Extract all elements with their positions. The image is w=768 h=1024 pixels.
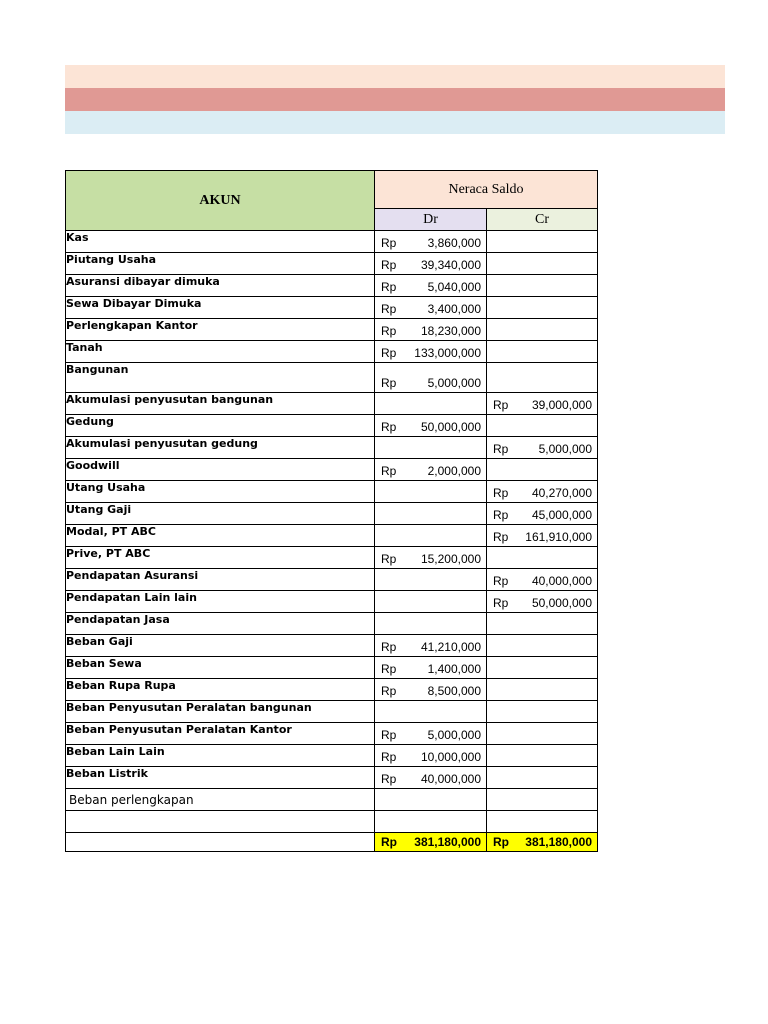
account-name-cell[interactable]: Sewa Dibayar Dimuka bbox=[66, 297, 375, 319]
table-row bbox=[66, 481, 598, 503]
credit-cell[interactable] bbox=[487, 363, 598, 393]
credit-cell[interactable] bbox=[487, 811, 598, 833]
account-name-cell[interactable]: Beban perlengkapan bbox=[66, 789, 375, 811]
account-name-cell[interactable]: Beban Listrik bbox=[66, 767, 375, 789]
currency-symbol: Rp bbox=[381, 640, 397, 654]
account-name-cell[interactable]: Prive, PT ABC bbox=[66, 547, 375, 569]
currency-symbol: Rp bbox=[493, 508, 509, 522]
neraca-saldo-table bbox=[65, 170, 598, 852]
table-row bbox=[66, 253, 598, 275]
debit-cell[interactable] bbox=[375, 231, 487, 253]
table-row bbox=[66, 415, 598, 437]
credit-cell[interactable] bbox=[487, 569, 598, 591]
table-body bbox=[66, 231, 598, 852]
currency-symbol: Rp bbox=[381, 236, 397, 250]
credit-cell[interactable] bbox=[487, 679, 598, 701]
amount-value: 40,270,000 bbox=[531, 486, 592, 500]
amount-value: 161,910,000 bbox=[525, 530, 592, 544]
credit-cell[interactable] bbox=[487, 591, 598, 613]
debit-cell[interactable] bbox=[375, 613, 487, 635]
account-name-cell[interactable]: Goodwill bbox=[66, 459, 375, 481]
amount-value: 39,340,000 bbox=[420, 258, 481, 272]
credit-cell[interactable] bbox=[487, 635, 598, 657]
currency-symbol: Rp bbox=[381, 684, 397, 698]
debit-cell[interactable] bbox=[375, 811, 487, 833]
table-row bbox=[66, 319, 598, 341]
table-row bbox=[66, 393, 598, 415]
account-name-cell[interactable]: Beban Gaji bbox=[66, 635, 375, 657]
currency-symbol: Rp bbox=[381, 280, 397, 294]
cr-header[interactable]: Cr bbox=[487, 209, 598, 231]
credit-cell[interactable] bbox=[487, 657, 598, 679]
amount-value: 40,000,000 bbox=[531, 574, 592, 588]
table-row bbox=[66, 525, 598, 547]
amount-value: 50,000,000 bbox=[420, 420, 481, 434]
amount-value: 8,500,000 bbox=[427, 684, 481, 698]
amount-value: 381,180,000 bbox=[414, 835, 481, 849]
header-band-peach bbox=[65, 65, 725, 88]
account-name-cell[interactable]: Kas bbox=[66, 231, 375, 253]
amount-value: 5,000,000 bbox=[538, 442, 592, 456]
account-name-cell[interactable]: Beban Sewa bbox=[66, 657, 375, 679]
currency-symbol: Rp bbox=[381, 552, 397, 566]
account-name-cell[interactable]: Pendapatan Jasa bbox=[66, 613, 375, 635]
table-row bbox=[66, 679, 598, 701]
debit-cell[interactable] bbox=[375, 525, 487, 547]
table-row bbox=[66, 745, 598, 767]
credit-cell[interactable] bbox=[487, 613, 598, 635]
debit-cell[interactable] bbox=[375, 657, 487, 679]
amount-value: 133,000,000 bbox=[414, 346, 481, 360]
credit-cell[interactable] bbox=[487, 393, 598, 415]
account-name-cell[interactable]: Beban Penyusutan Peralatan bangunan bbox=[66, 701, 375, 723]
currency-symbol: Rp bbox=[381, 835, 397, 849]
header-band-lightblue bbox=[65, 111, 725, 134]
table-row bbox=[66, 613, 598, 635]
total-credit-cell[interactable] bbox=[487, 833, 598, 852]
akun-header[interactable]: AKUN bbox=[66, 171, 375, 231]
debit-cell[interactable] bbox=[375, 635, 487, 657]
account-name-cell[interactable]: Perlengkapan Kantor bbox=[66, 319, 375, 341]
currency-symbol: Rp bbox=[493, 835, 509, 849]
account-name-cell[interactable]: Asuransi dibayar dimuka bbox=[66, 275, 375, 297]
amount-value: 5,040,000 bbox=[427, 280, 481, 294]
credit-cell[interactable] bbox=[487, 701, 598, 723]
dr-header[interactable]: Dr bbox=[375, 209, 487, 231]
currency-symbol: Rp bbox=[381, 728, 397, 742]
amount-value: 381,180,000 bbox=[525, 835, 592, 849]
amount-value: 2,000,000 bbox=[427, 464, 481, 478]
account-name-cell[interactable]: Utang Usaha bbox=[66, 481, 375, 503]
total-debit-cell[interactable] bbox=[375, 833, 487, 852]
account-name-cell[interactable]: Gedung bbox=[66, 415, 375, 437]
debit-cell[interactable] bbox=[375, 767, 487, 789]
debit-cell[interactable] bbox=[375, 503, 487, 525]
credit-cell[interactable] bbox=[487, 547, 598, 569]
table-row bbox=[66, 297, 598, 319]
amount-value: 10,000,000 bbox=[420, 750, 481, 764]
currency-symbol: Rp bbox=[493, 574, 509, 588]
currency-symbol: Rp bbox=[381, 346, 397, 360]
credit-cell[interactable] bbox=[487, 503, 598, 525]
credit-cell[interactable] bbox=[487, 745, 598, 767]
table-row bbox=[66, 341, 598, 363]
credit-cell[interactable] bbox=[487, 231, 598, 253]
currency-symbol: Rp bbox=[381, 662, 397, 676]
credit-cell[interactable] bbox=[487, 415, 598, 437]
currency-symbol: Rp bbox=[493, 486, 509, 500]
currency-symbol: Rp bbox=[493, 398, 509, 412]
debit-cell[interactable] bbox=[375, 789, 487, 811]
debit-cell[interactable] bbox=[375, 569, 487, 591]
account-name-cell[interactable]: Piutang Usaha bbox=[66, 253, 375, 275]
currency-symbol: Rp bbox=[381, 464, 397, 478]
debit-cell[interactable] bbox=[375, 679, 487, 701]
credit-cell[interactable] bbox=[487, 253, 598, 275]
currency-symbol: Rp bbox=[493, 442, 509, 456]
amount-value: 39,000,000 bbox=[531, 398, 592, 412]
table-row bbox=[66, 503, 598, 525]
table-row bbox=[66, 657, 598, 679]
debit-cell[interactable] bbox=[375, 393, 487, 415]
credit-cell[interactable] bbox=[487, 767, 598, 789]
amount-value: 3,860,000 bbox=[427, 236, 481, 250]
table-row bbox=[66, 723, 598, 745]
table-row bbox=[66, 569, 598, 591]
credit-cell[interactable] bbox=[487, 481, 598, 503]
currency-symbol: Rp bbox=[381, 750, 397, 764]
account-name-cell[interactable]: Pendapatan Lain lain bbox=[66, 591, 375, 613]
credit-cell[interactable] bbox=[487, 297, 598, 319]
currency-symbol: Rp bbox=[381, 420, 397, 434]
table-row bbox=[66, 635, 598, 657]
currency-symbol: Rp bbox=[381, 324, 397, 338]
total-row bbox=[66, 833, 598, 852]
debit-cell[interactable] bbox=[375, 341, 487, 363]
credit-cell[interactable] bbox=[487, 459, 598, 481]
debit-cell[interactable] bbox=[375, 437, 487, 459]
account-name-cell[interactable]: Tanah bbox=[66, 341, 375, 363]
account-name-cell[interactable]: Beban Lain Lain bbox=[66, 745, 375, 767]
currency-symbol: Rp bbox=[381, 772, 397, 786]
debit-cell[interactable] bbox=[375, 415, 487, 437]
currency-symbol: Rp bbox=[493, 530, 509, 544]
table-row bbox=[66, 459, 598, 481]
debit-cell[interactable] bbox=[375, 459, 487, 481]
amount-value: 5,000,000 bbox=[427, 376, 481, 390]
amount-value: 40,000,000 bbox=[420, 772, 481, 786]
table-row bbox=[66, 231, 598, 253]
table-row bbox=[66, 547, 598, 569]
account-name-cell[interactable]: Beban Rupa Rupa bbox=[66, 679, 375, 701]
amount-value: 3,400,000 bbox=[427, 302, 481, 316]
account-name-cell[interactable]: Utang Gaji bbox=[66, 503, 375, 525]
header-band-rose bbox=[65, 88, 725, 111]
amount-value: 5,000,000 bbox=[427, 728, 481, 742]
account-name-cell[interactable]: Beban Penyusutan Peralatan Kantor bbox=[66, 723, 375, 745]
account-name-cell[interactable]: Bangunan bbox=[66, 363, 375, 393]
table-row bbox=[66, 789, 598, 811]
debit-cell[interactable] bbox=[375, 701, 487, 723]
debit-cell[interactable] bbox=[375, 297, 487, 319]
amount-value: 41,210,000 bbox=[420, 640, 481, 654]
currency-symbol: Rp bbox=[381, 376, 397, 390]
account-name-cell[interactable]: Modal, PT ABC bbox=[66, 525, 375, 547]
currency-symbol: Rp bbox=[493, 596, 509, 610]
amount-value: 15,200,000 bbox=[420, 552, 481, 566]
table-row bbox=[66, 701, 598, 723]
debit-cell[interactable] bbox=[375, 275, 487, 297]
credit-cell[interactable] bbox=[487, 437, 598, 459]
debit-cell[interactable] bbox=[375, 591, 487, 613]
debit-cell[interactable] bbox=[375, 547, 487, 569]
amount-value: 45,000,000 bbox=[531, 508, 592, 522]
debit-cell[interactable] bbox=[375, 319, 487, 341]
debit-cell[interactable] bbox=[375, 723, 487, 745]
table-row bbox=[66, 437, 598, 459]
total-label-cell[interactable] bbox=[66, 833, 375, 852]
amount-value: 50,000,000 bbox=[531, 596, 592, 610]
debit-cell[interactable] bbox=[375, 363, 487, 393]
debit-cell[interactable] bbox=[375, 253, 487, 275]
debit-cell[interactable] bbox=[375, 745, 487, 767]
account-name-cell[interactable]: Pendapatan Asuransi bbox=[66, 569, 375, 591]
amount-value: 18,230,000 bbox=[420, 324, 481, 338]
credit-cell[interactable] bbox=[487, 789, 598, 811]
credit-cell[interactable] bbox=[487, 525, 598, 547]
neraca-saldo-header[interactable]: Neraca Saldo bbox=[375, 171, 598, 209]
currency-symbol: Rp bbox=[381, 302, 397, 316]
debit-cell[interactable] bbox=[375, 481, 487, 503]
table-row bbox=[66, 275, 598, 297]
account-name-cell[interactable]: Akumulasi penyusutan gedung bbox=[66, 437, 375, 459]
credit-cell[interactable] bbox=[487, 275, 598, 297]
table-row bbox=[66, 811, 598, 833]
credit-cell[interactable] bbox=[487, 723, 598, 745]
account-name-cell[interactable] bbox=[66, 811, 375, 833]
table-row bbox=[66, 767, 598, 789]
account-name-cell[interactable]: Akumulasi penyusutan bangunan bbox=[66, 393, 375, 415]
table-row bbox=[66, 591, 598, 613]
amount-value: 1,400,000 bbox=[427, 662, 481, 676]
credit-cell[interactable] bbox=[487, 319, 598, 341]
credit-cell[interactable] bbox=[487, 341, 598, 363]
currency-symbol: Rp bbox=[381, 258, 397, 272]
table-row bbox=[66, 363, 598, 393]
